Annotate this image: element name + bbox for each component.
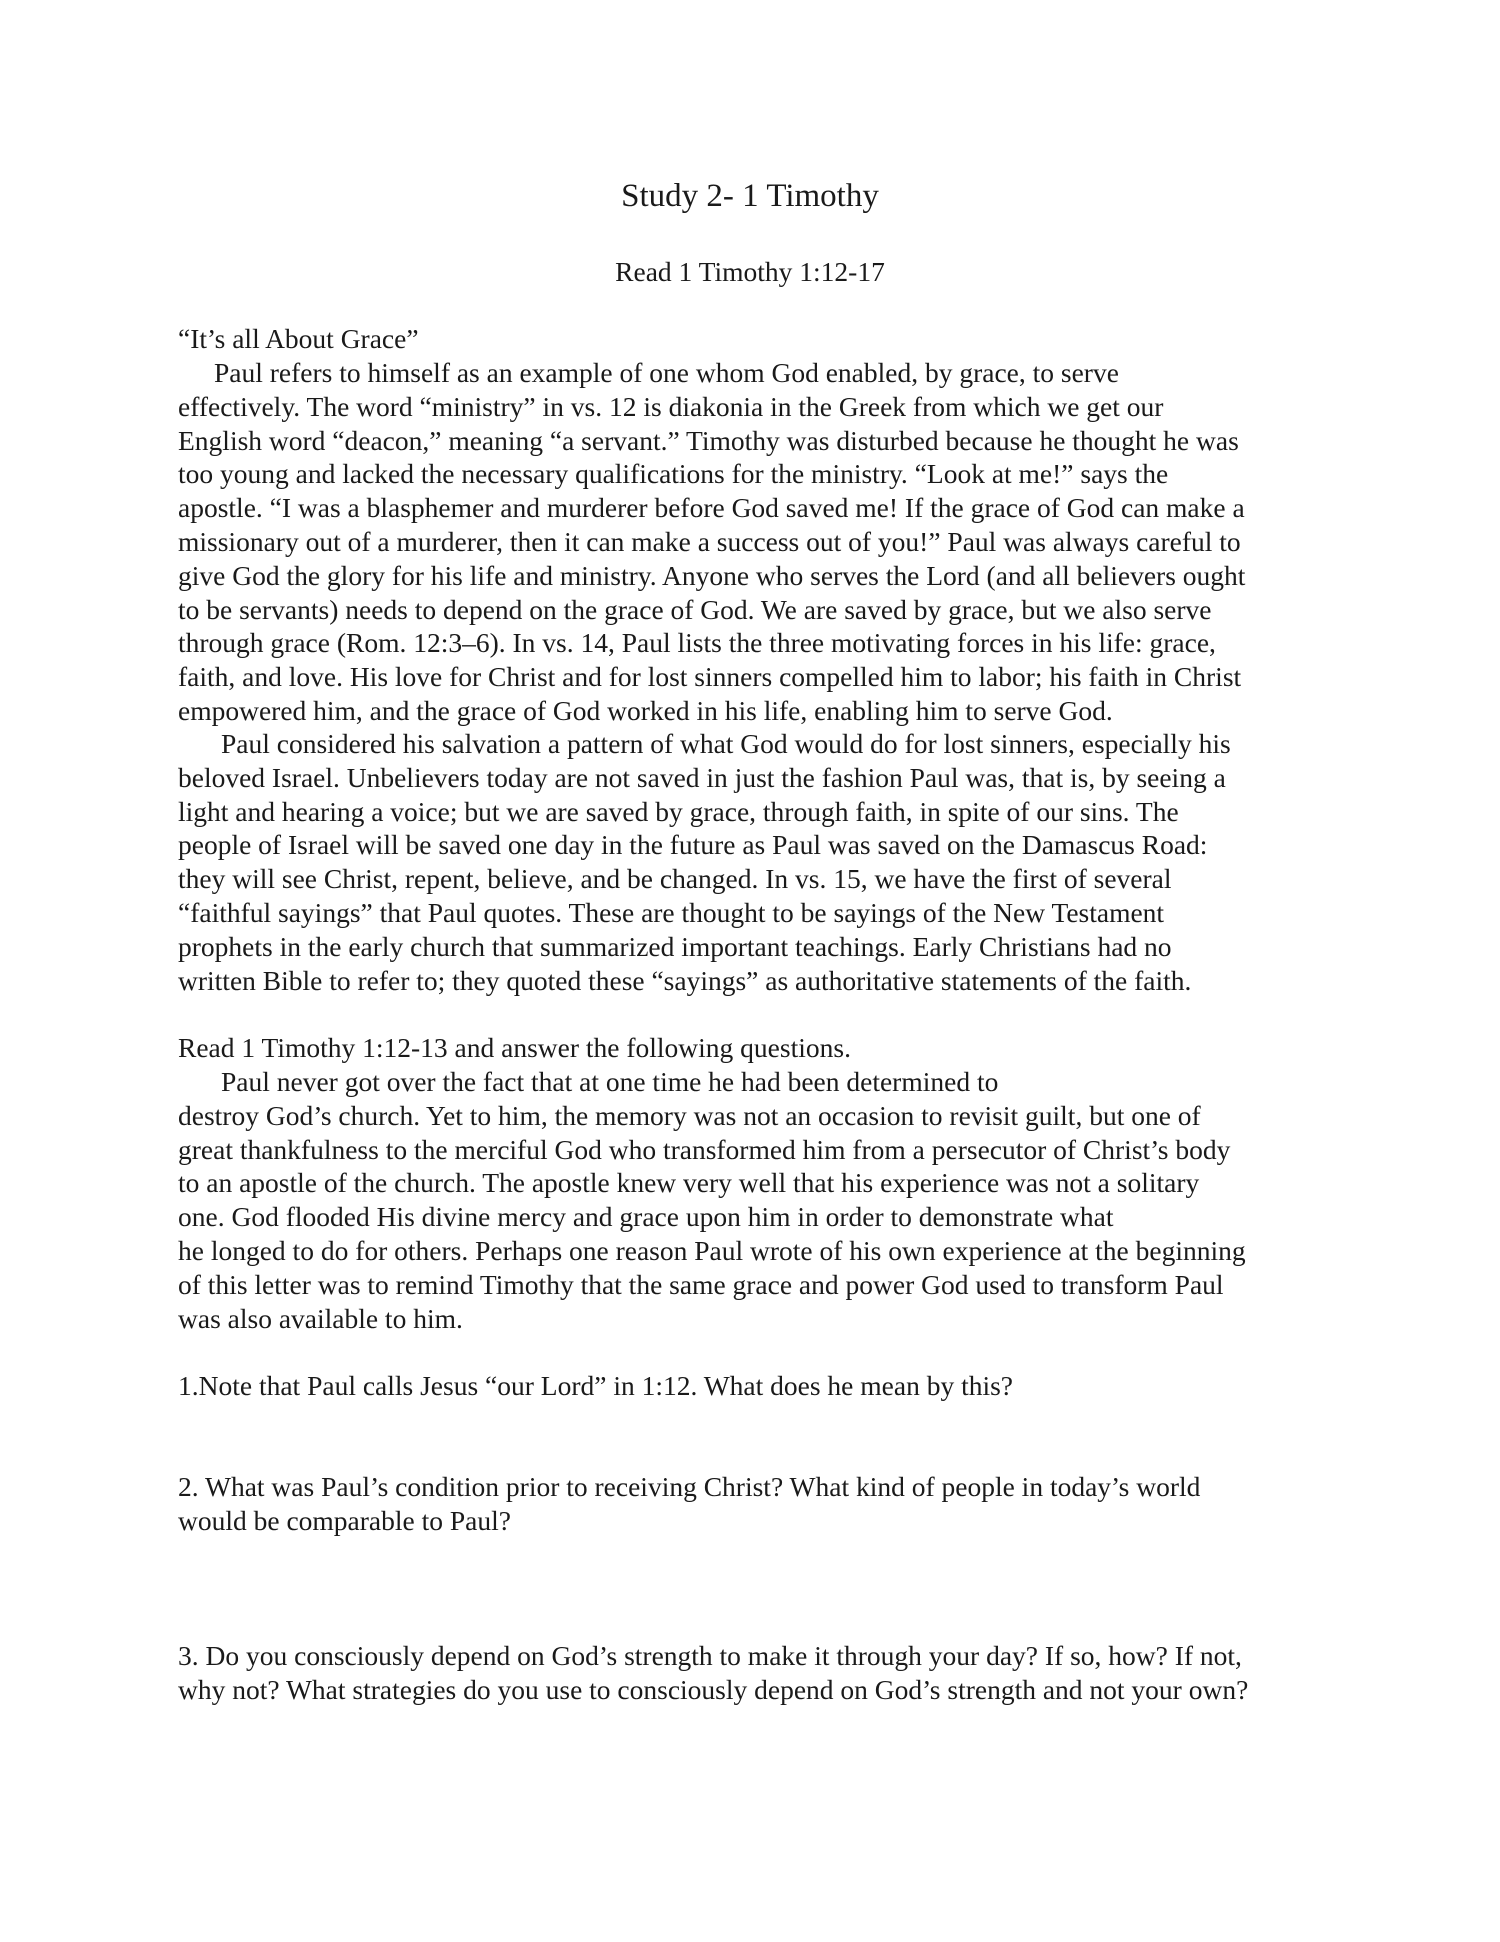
paragraph-line: light and hearing a voice; but we are saved by grace, through faith, in spite of our sins. The <box>178 795 1179 827</box>
paragraph-line: prophets in the early church that summarized important teachings. Early Christians had no <box>178 930 1172 962</box>
paragraph-line: Paul refers to himself as an example of one whom God enabled, by grace, to serve <box>214 357 1119 388</box>
paragraph-line: apostle. “I was a blasphemer and murderer before God saved me! If the grace of God can make a <box>178 492 1245 524</box>
paragraph-line: to an apostle of the church. The apostle knew very well that his experience was not a solitary <box>178 1167 1200 1199</box>
paragraph-line: Paul considered his salvation a pattern of what God would do for lost sinners, especially his <box>221 728 1231 759</box>
paragraph-2 <box>178 727 1338 997</box>
paragraph-line: Paul never got over the fact that at one time he had been determined to <box>221 1066 999 1097</box>
question-line: 1.Note that Paul calls Jesus “our Lord” in 1:12. What does he mean by this? <box>178 1370 1014 1401</box>
question-line: would be comparable to Paul? <box>178 1504 511 1536</box>
page-title: Study 2- 1 Timothy <box>621 178 879 214</box>
paragraph-line: missionary out of a murderer, then it can make a success out of you!” Paul was always careful to <box>178 525 1241 557</box>
paragraph-line: faith, and love. His love for Christ and for lost sinners compelled him to labor; his faith in Christ <box>178 661 1242 693</box>
paragraph-line: they will see Christ, repent, believe, and be changed. In vs. 15, we have the first of several <box>178 863 1172 895</box>
paragraph-line: one. God flooded His divine mercy and grace upon him in order to demonstrate what <box>178 1201 1114 1233</box>
paragraph-line: empowered him, and the grace of God worked in his life, enabling him to serve God. <box>178 694 1113 726</box>
page-subtitle: Read 1 Timothy 1:12-17 <box>615 256 885 287</box>
paragraph-line: English word “deacon,” meaning “a servant.” Timothy was disturbed because he thought he was <box>178 424 1239 456</box>
paragraph-line: written Bible to refer to; they quoted these “sayings” as authoritative statements of the faith. <box>178 964 1192 996</box>
section-heading-text: “It’s all About Grace” <box>178 323 419 354</box>
reading-instruction-text: Read 1 Timothy 1:12-13 and answer the following questions. <box>178 1032 851 1063</box>
paragraph-line: “faithful sayings” that Paul quotes. These are thought to be sayings of the New Testament <box>178 896 1165 928</box>
paragraph-line: through grace (Rom. 12:3–6). In vs. 14, Paul lists the three motivating forces in his life: grace, <box>178 627 1216 659</box>
section-heading <box>178 322 1338 356</box>
paragraph-line: beloved Israel. Unbelievers today are not saved in just the fashion Paul was, that is, by seeing a <box>178 761 1226 793</box>
reading-instruction <box>178 1031 1338 1065</box>
paragraph-line: people of Israel will be saved one day in the future as Paul was saved on the Damascus Road: <box>178 829 1208 861</box>
paragraph-line: great thankfulness to the merciful God who transformed him from a persecutor of Christ’s body <box>178 1133 1231 1165</box>
paragraph-line: destroy God’s church. Yet to him, the memory was not an occasion to revisit guilt, but one of <box>178 1099 1201 1131</box>
question-line: why not? What strategies do you use to consciously depend on God’s strength and not your own? <box>178 1673 1249 1705</box>
paragraph-line: to be servants) needs to depend on the grace of God. We are saved by grace, but we also serve <box>178 593 1212 625</box>
question-1 <box>178 1369 1338 1403</box>
paragraph-line: was also available to him. <box>178 1302 463 1334</box>
paragraph-line: effectively. The word “ministry” in vs. 12 is diakonia in the Greek from which we get our <box>178 390 1164 422</box>
paragraph-1 <box>178 356 1338 728</box>
question-line: 2. What was Paul’s condition prior to receiving Christ? What kind of people in today’s world <box>178 1471 1201 1502</box>
paragraph-line: give God the glory for his life and ministry. Anyone who serves the Lord (and all believers ought <box>178 559 1246 591</box>
paragraph-line: he longed to do for others. Perhaps one reason Paul wrote of his own experience at the beginning <box>178 1234 1246 1266</box>
question-2 <box>178 1470 1338 1538</box>
question-line: 3. Do you consciously depend on God’s strength to make it through your day? If so, how? If not, <box>178 1640 1242 1671</box>
paragraph-line: too young and lacked the necessary qualifications for the ministry. “Look at me!” says the <box>178 458 1169 490</box>
paragraph-line: of this letter was to remind Timothy that the same grace and power God used to transform Paul <box>178 1268 1224 1300</box>
question-3 <box>178 1639 1338 1707</box>
paragraph-3 <box>178 1065 1338 1335</box>
